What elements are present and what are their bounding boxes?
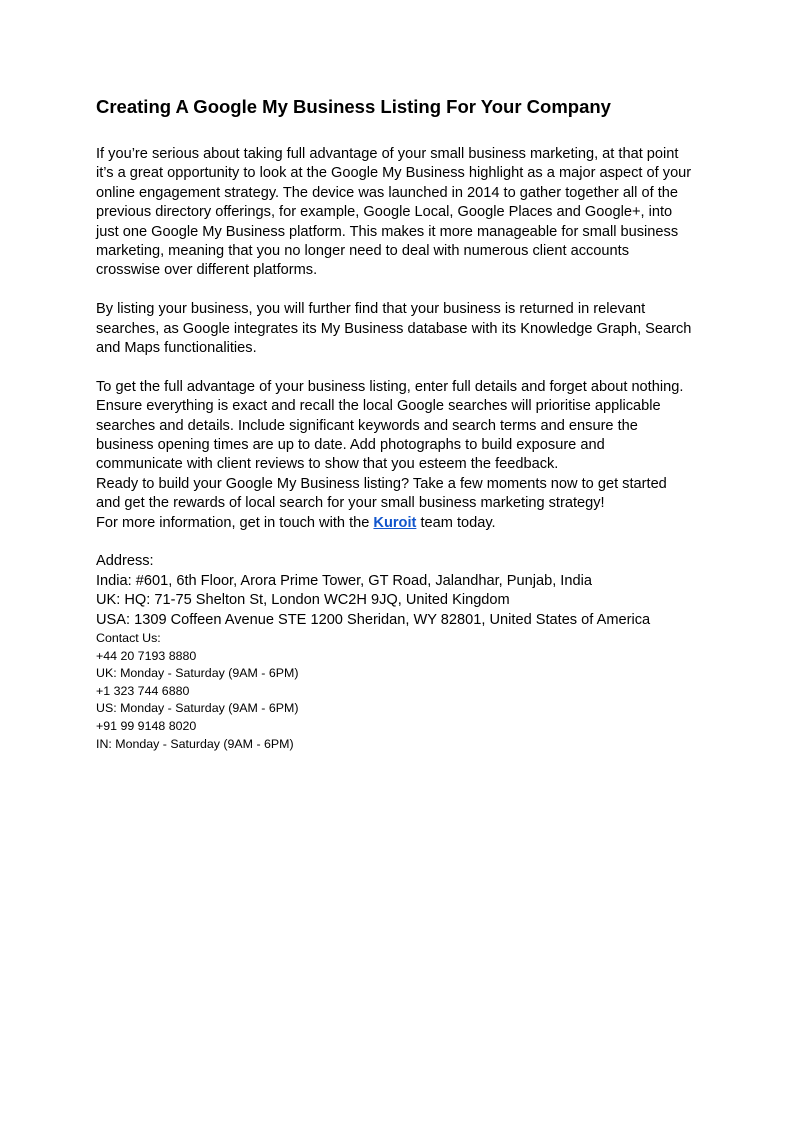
text-line: marketing, meaning that you no longer need to deal with numerous client accounts xyxy=(96,243,629,260)
kuroit-link[interactable]: Kuroit xyxy=(373,514,417,531)
text-line: and get the rewards of local search for your small business marketing strategy! xyxy=(96,495,605,512)
contact-in-hours: IN: Monday - Saturday (9AM - 6PM) xyxy=(96,736,294,751)
text-line: If you’re serious about taking full advantage of your small business marketing, at that point xyxy=(96,146,679,162)
contact-sentence xyxy=(96,514,698,533)
contact-label: Contact Us: xyxy=(96,631,161,646)
contact-in-phone: +91 99 9148 8020 xyxy=(96,719,197,734)
text-line: To get the full advantage of your business listing, enter full details and forget about nothing. xyxy=(96,378,684,395)
contact-uk-phone: +44 20 7193 8880 xyxy=(96,648,197,663)
contact-sentence-suffix: team today. xyxy=(416,514,496,531)
text-line: business opening times are up to date. Add photographs to build exposure and xyxy=(96,437,605,454)
text-line: communicate with client reviews to show that you esteem the feedback. xyxy=(96,456,559,473)
text-line: By listing your business, you will further find that your business is returned in relevant xyxy=(96,301,646,318)
address-uk: UK: HQ: 71-75 Shelton St, London WC2H 9JQ, United Kingdom xyxy=(96,592,510,609)
text-line: previous directory offerings, for example, Google Local, Google Places and Google+, into xyxy=(96,204,673,221)
text-line: just one Google My Business platform. This makes it more manageable for small business xyxy=(96,223,679,240)
paragraph-search xyxy=(96,300,698,358)
text-line: crosswise over different platforms. xyxy=(96,262,318,279)
contact-uk-hours: UK: Monday - Saturday (9AM - 6PM) xyxy=(96,666,299,681)
text-line: Ensure everything is exact and recall the local Google searches will prioritise applicable xyxy=(96,398,661,415)
text-line: searches, as Google integrates its My Business database with its Knowledge Graph, Search xyxy=(96,320,692,337)
text-line: and Maps functionalities. xyxy=(96,340,257,357)
text-line: Ready to build your Google My Business listing? Take a few moments now to get started xyxy=(96,475,667,492)
text-line: online engagement strategy. The device was launched in 2014 to gather together all of the xyxy=(96,184,678,201)
text-line: searches and details. Include significant keywords and search terms and ensure the xyxy=(96,417,638,434)
address-usa: USA: 1309 Coffeen Avenue STE 1200 Sheridan, WY 82801, United States of America xyxy=(96,611,651,628)
paragraph-intro xyxy=(96,145,698,281)
contact-sentence-prefix: For more information, get in touch with the xyxy=(96,514,374,531)
page-title: Creating A Google My Business Listing For Your Company xyxy=(96,96,611,117)
address-label: Address: xyxy=(96,553,154,570)
contact-us-phone: +1 323 744 6880 xyxy=(96,683,190,698)
text-line: it’s a great opportunity to look at the Google My Business highlight as a major aspect of your xyxy=(96,165,692,182)
contact-us-hours: US: Monday - Saturday (9AM - 6PM) xyxy=(96,701,299,716)
address-india: India: #601, 6th Floor, Arora Prime Tower, GT Road, Jalandhar, Punjab, India xyxy=(96,572,592,589)
paragraph-advantage xyxy=(96,378,698,533)
